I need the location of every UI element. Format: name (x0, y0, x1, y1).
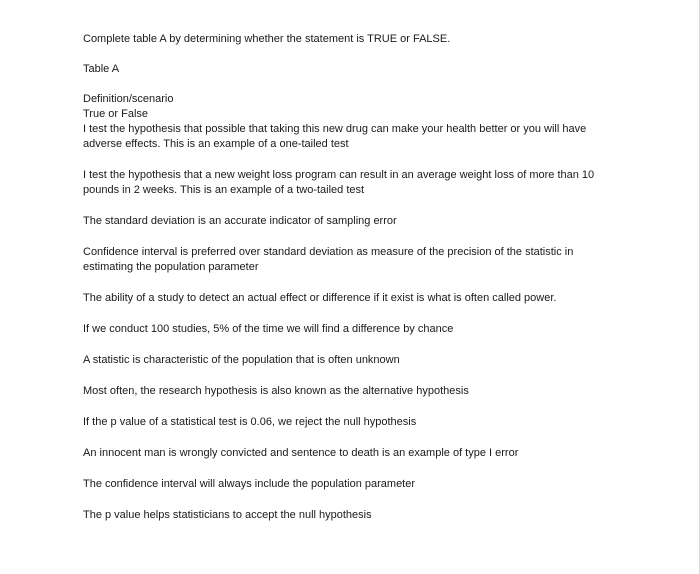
statement-1: I test the hypothesis that possible that taking this new drug can make your health better or you will have adverse effects. This is an example of a one-tailed test (83, 123, 587, 150)
table-title: Table A (83, 63, 120, 75)
statement-2: I test the hypothesis that a new weight loss program can result in an average weight loss of more than 10 pounds in 2 weeks. This is an example of a two-tailed test (83, 169, 595, 196)
statement-7: A statistic is characteristic of the population that is often unknown (83, 354, 400, 366)
statement-3: The standard deviation is an accurate indicator of sampling error (83, 215, 397, 227)
statement-5: The ability of a study to detect an actual effect or difference if it exist is what is often called power. (83, 292, 557, 304)
statement-9: If the p value of a statistical test is 0.06, we reject the null hypothesis (83, 416, 417, 428)
column-header-definition: Definition/scenario (83, 93, 174, 105)
statement-11: The confidence interval will always include the population parameter (83, 478, 416, 490)
statement-8: Most often, the research hypothesis is also known as the alternative hypothesis (83, 385, 469, 397)
instruction-text: Complete table A by determining whether the statement is TRUE or FALSE. (83, 33, 451, 45)
statement-10: An innocent man is wrongly convicted and sentence to death is an example of type I error (83, 447, 519, 459)
document-content (83, 32, 623, 539)
statement-4: Confidence interval is preferred over standard deviation as measure of the precision of the statistic in estimating the population parameter (83, 246, 574, 273)
statement-6: If we conduct 100 studies, 5% of the time we will find a difference by chance (83, 323, 454, 335)
column-header-true-false: True or False (83, 108, 149, 120)
statement-12: The p value helps statisticians to accept the null hypothesis (83, 509, 372, 521)
